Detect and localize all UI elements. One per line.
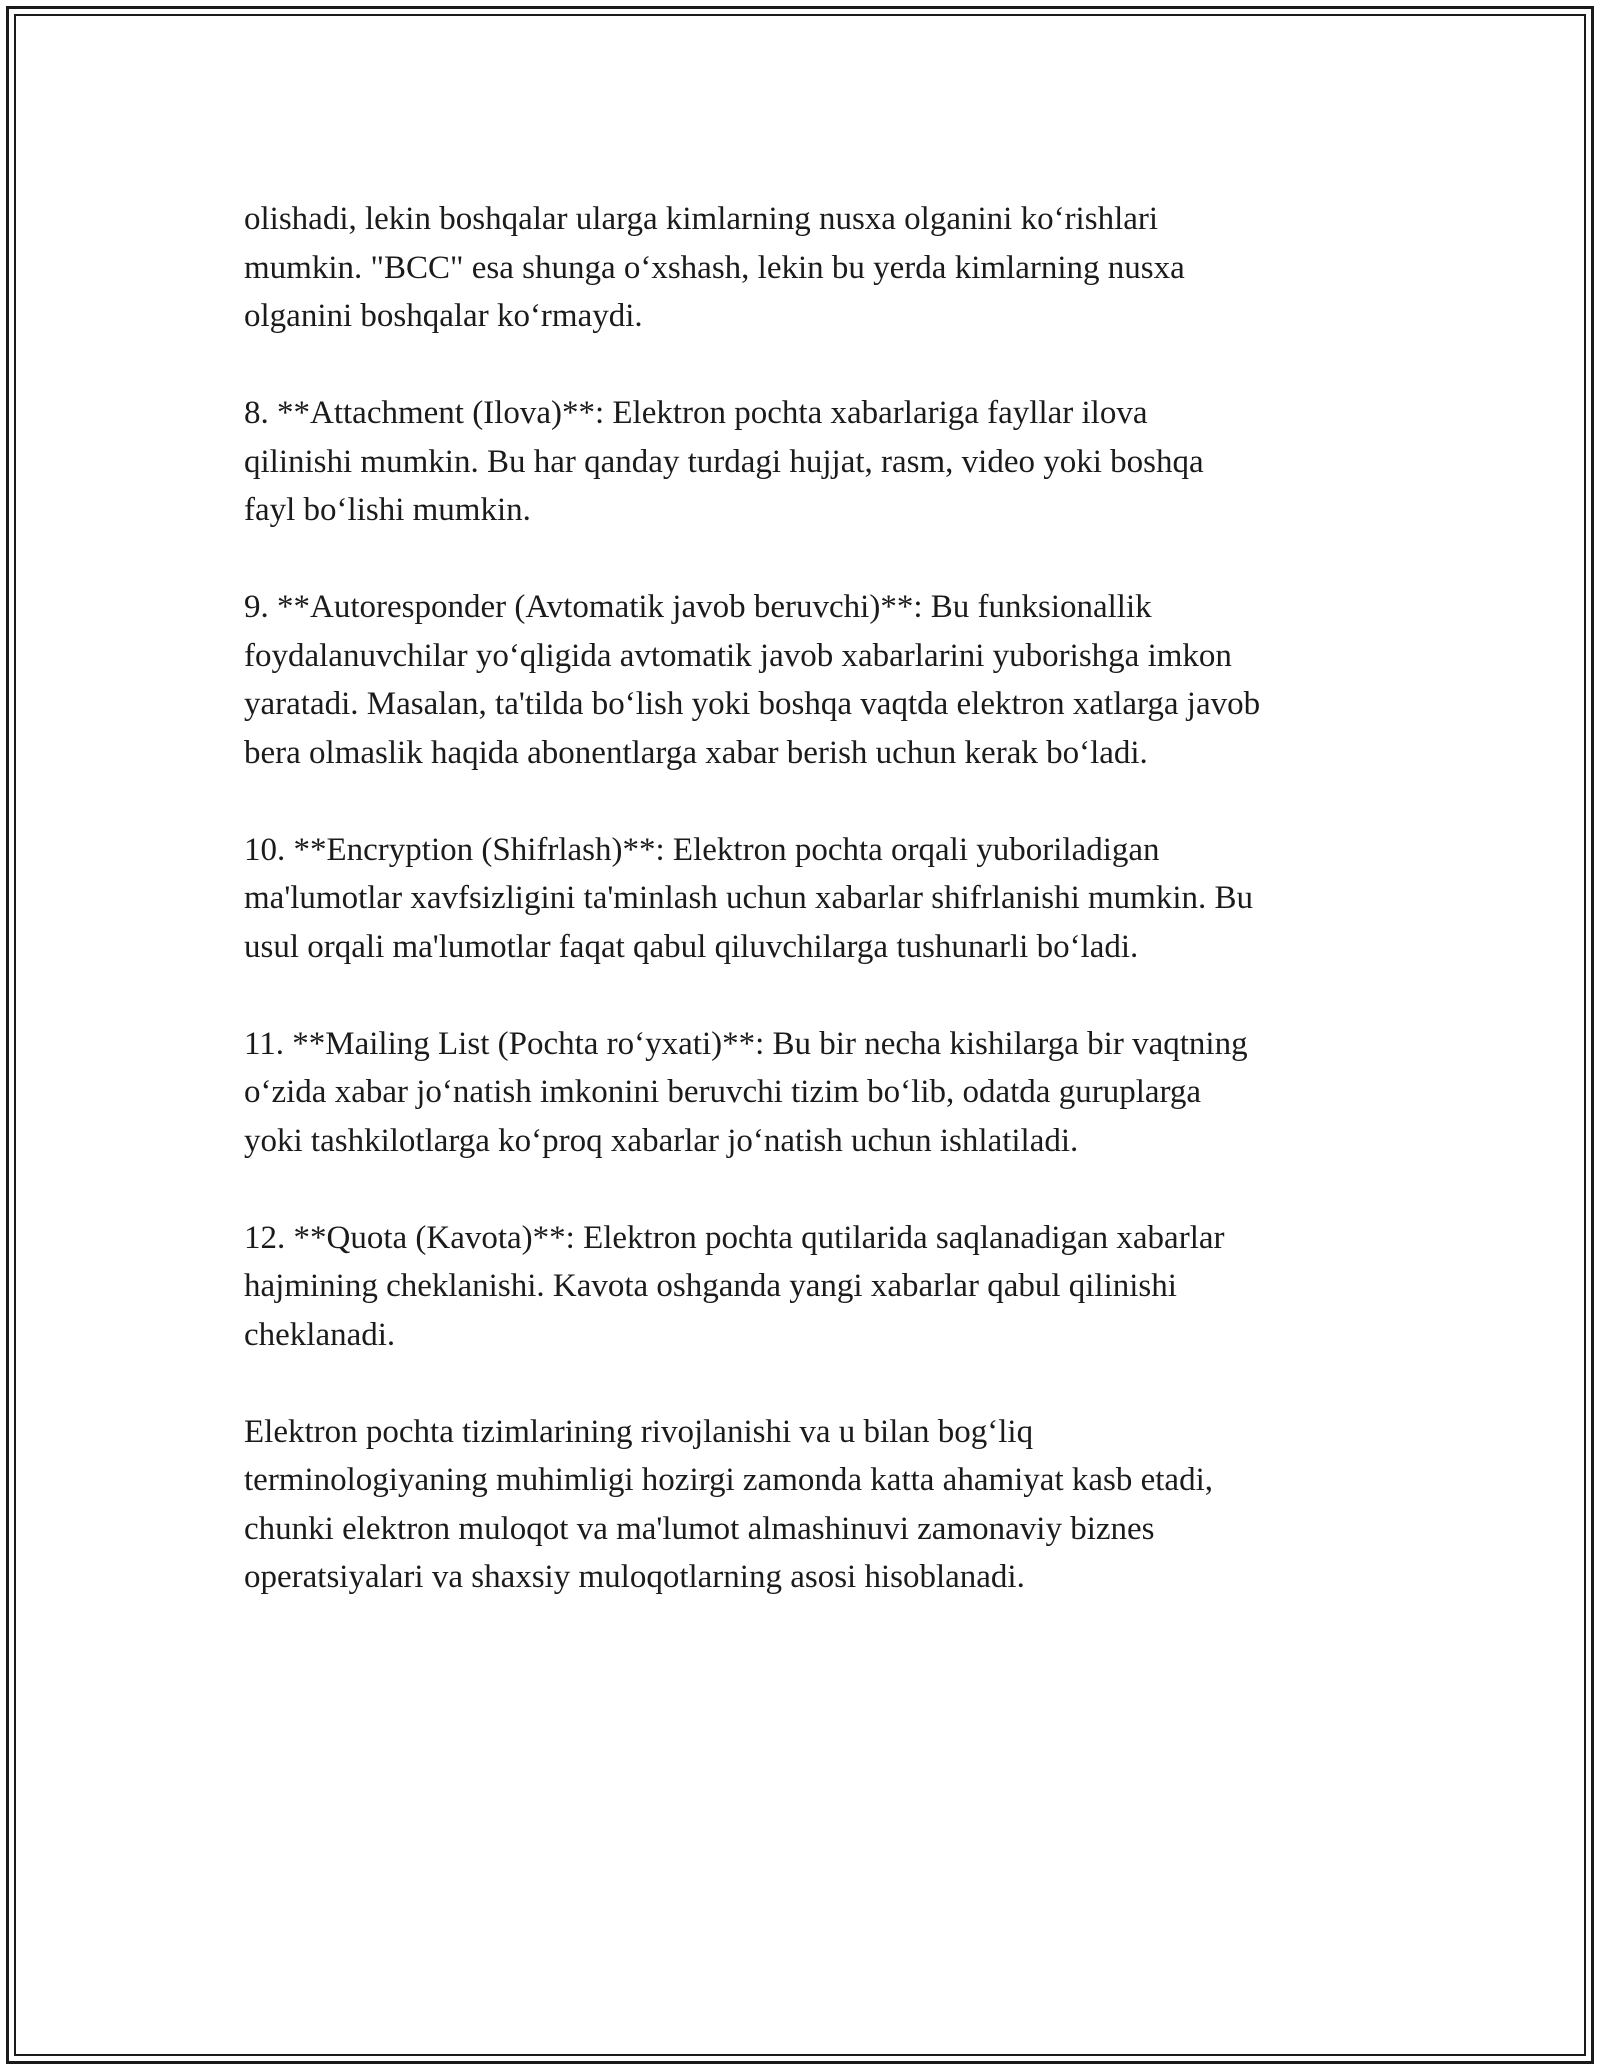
text-line: yoki tashkilotlarga koʻproq xabarlar joʻnatish uchun ishlatiladi. [244, 1122, 1079, 1159]
text-line: yaratadi. Masalan, ta'tilda boʻlish yoki boshqa vaqtda elektron xatlarga javob [244, 686, 1261, 722]
text-line: chunki elektron muloqot va ma'lumot almashinuvi zamonaviy biznes [244, 1510, 1155, 1547]
text-line: olganini boshqalar koʻrmaydi. [244, 298, 643, 334]
text-line: oʻzida xabar joʻnatish imkonini beruvchi tizim boʻlib, odatda guruplarga [244, 1074, 1202, 1110]
text-line: usul orqali ma'lumotlar faqat qabul qiluvchilarga tushunarli boʻladi. [244, 928, 1139, 965]
text-line: operatsiyalari va shaxsiy muloqotlarning asosi hisoblanadi. [244, 1559, 1025, 1595]
text-line: bera olmaslik haqida abonentlarga xabar berish uchun kerak boʻladi. [244, 734, 1148, 771]
text-line: 9. **Autoresponder (Avtomatik javob beruvchi)**: Bu funksionallik [244, 589, 1152, 625]
paragraph-mailing-list [244, 1020, 1394, 1166]
text-line: 10. **Encryption (Shifrlash)**: Elektron pochta orqali yuboriladigan [244, 831, 1160, 868]
text-line: 8. **Attachment (Ilova)**: Elektron pochta xabarlariga fayllar ilova [244, 395, 1148, 431]
text-line: 11. **Mailing List (Pochta roʻyxati)**: Bu bir necha kishilarga bir vaqtning [244, 1025, 1248, 1062]
text-line: terminologiyaning muhimligi hozirgi zamonda katta ahamiyat kasb etadi, [244, 1462, 1213, 1498]
text-line: hajmining cheklanishi. Kavota oshganda yangi xabarlar qabul qilinishi [244, 1268, 1177, 1304]
paragraph-conclusion [244, 1408, 1394, 1602]
page-frame [6, 6, 1594, 2064]
text-line: 12. **Quota (Kavota)**: Elektron pochta qutilarida saqlanadigan xabarlar [244, 1219, 1225, 1256]
text-line: ma'lumotlar xavfsizligini ta'minlash uchun xabarlar shifrlanishi mumkin. Bu [244, 880, 1254, 916]
text-line: qilinishi mumkin. Bu har qanday turdagi hujjat, rasm, video yoki boshqa [244, 443, 1204, 480]
text-line: fayl boʻlishi mumkin. [244, 492, 531, 528]
paragraph-bcc-continuation [244, 195, 1394, 341]
text-line: mumkin. "BCC" esa shunga oʻxshash, lekin bu yerda kimlarning nusxa [244, 249, 1185, 286]
text-line: Elektron pochta tizimlarining rivojlanishi va u bilan bogʻliq [244, 1413, 1034, 1450]
paragraph-attachment [244, 389, 1394, 535]
paragraph-quota [244, 1214, 1394, 1360]
text-line: olishadi, lekin boshqalar ularga kimlarning nusxa olganini koʻrishlari [244, 201, 1159, 237]
paragraph-encryption [244, 826, 1394, 972]
document-body [244, 195, 1394, 1650]
text-line: foydalanuvchilar yoʻqligida avtomatik javob xabarlarini yuborishga imkon [244, 637, 1232, 674]
text-line: cheklanadi. [244, 1316, 396, 1353]
paragraph-autoresponder [244, 583, 1394, 777]
